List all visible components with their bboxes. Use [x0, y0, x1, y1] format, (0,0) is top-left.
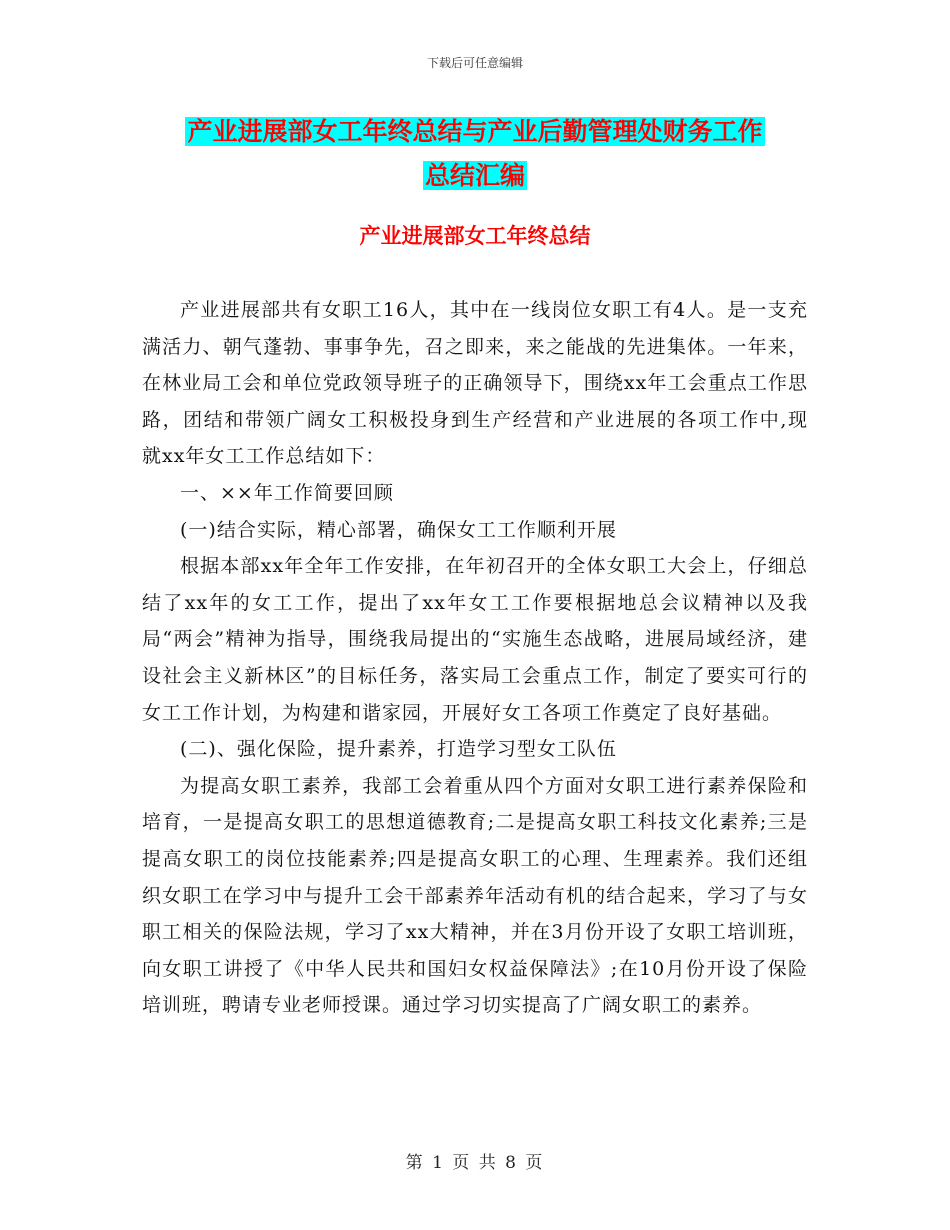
section-title: 产业进展部女工年终总结: [359, 223, 591, 248]
paragraph-intro: 产业进展部共有女职工16人，其中在一线岗位女职工有4人。是一支充满活力、朝气蓬勃、事事争先，召之即来，来之能战的先进集体。一年来，在林业局工会和单位党政领导班子的正确领导下，围绕xx年工会重点工作思路，团结和带领广阔女工积极投身到生产经营和产业进展的各项工作中,现就xx年女工工作总结如下：: [142, 299, 808, 468]
paragraph-1: 根据本部xx年全年工作安排，在年初召开的全体女职工大会上，仔细总结了xx年的女工工作，提出了xx年女工工作要根据地总会议精神以及我局“两会”精神为指导，围绕我局提出的“实施生态战略，进展局域经济，建设社会主义新林区”的目标任务，落实局工会重点工作，制定了要实可行的女工工作计划，为构建和谐家园，开展好女工各项工作奠定了良好基础。: [142, 555, 808, 724]
document-title-line-1: 产业进展部女工年终总结与产业后勤管理处财务工作: [187, 117, 763, 146]
subheading-1: (一)结合实际，精心部署，确保女工工作顺利开展: [180, 518, 617, 541]
heading-review: 一、××年工作简要回顾: [180, 481, 394, 504]
document-title: [140, 110, 810, 198]
subheading-2: (二)、强化保险，提升素养，打造学习型女工队伍: [180, 738, 617, 761]
page-footer: 第 1 页 共 8 页: [405, 1153, 545, 1173]
document-body: [142, 292, 808, 1024]
paragraph-2: 为提高女职工素养，我部工会着重从四个方面对女职工进行素养保险和培育，一是提高女职工的思想道德教育;二是提高女职工科技文化素养;三是提高女职工的岗位技能素养;四是提高女职工的心理、生理素养。我们还组织女职工在学习中与提升工会干部素养年活动有机的结合起来，学习了与女职工相关的保险法规，学习了xx大精神，并在3月份开设了女职工培训班，向女职工讲授了《中华人民共和国妇女权益保障法》;在10月份开设了保险培训班，聘请专业老师授课。通过学习切实提高了广阔女职工的素养。: [142, 774, 808, 1017]
header-note: 下载后可任意编辑: [426, 56, 523, 70]
document-title-line-2: 总结汇编: [424, 161, 525, 190]
